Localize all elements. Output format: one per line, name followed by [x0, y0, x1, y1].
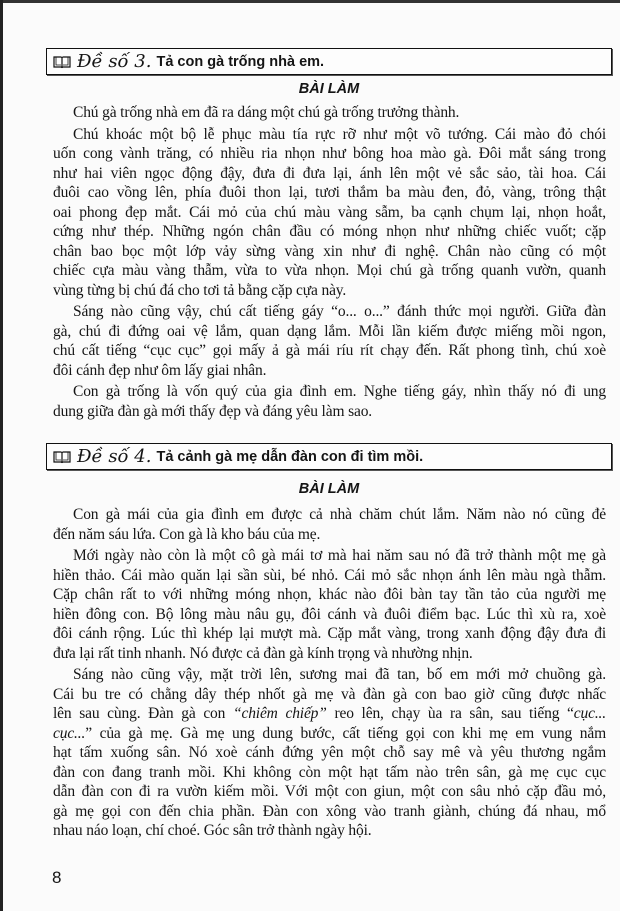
- answer-heading: BÀI LÀM: [298, 81, 360, 97]
- exercise-number: Đề số 3.: [77, 51, 152, 72]
- text-line: nhau náo loạn, chí choé. Góc sân trở thành ngày hội.: [53, 822, 372, 839]
- text-line: Sáng nào cũng vậy, mặt trời lên, sương mai đã tan, bố em mới mở chuồng gà.: [73, 666, 606, 683]
- exercise-number: Đề số 4.: [77, 446, 152, 467]
- scan-edge-top: [0, 0, 620, 3]
- text-line: chân bao bọc một lớp vảy sừng vàng xin như đi nghệ. Chân nào cũng có một: [53, 242, 606, 260]
- text-line: hiền thảo. Cái mào quăn lại sần sùi, bé nhỏ. Cái mỏ sắc nhọn ánh lên màu ngà thẫm.: [53, 566, 606, 584]
- text-line: Con gà trống là vốn quý của gia đình em. Nghe tiếng gáy, nhìn thấy nó đi ung: [73, 383, 606, 400]
- text-segment: lên sau cùng. Đàn gà con: [53, 705, 233, 722]
- scan-edge-left: [0, 0, 3, 911]
- exercise-4-title-box: [46, 443, 612, 470]
- text-line: Mới ngày nào còn là một cô gà mái tơ mà hai năm sau nó đã trở thành một mẹ gà: [73, 547, 606, 564]
- open-book-icon: [53, 55, 71, 69]
- paragraph: [53, 665, 606, 841]
- text-line: đôi cánh rộng. Lúc thì khép lại mượt mà. Cặp mắt vàng, trong xanh động đậy đưa đi: [53, 625, 606, 642]
- text-line: gà, chú đi đứng oai vệ lắm, quan dạng lắm. Mỗi lần kiếm được miếng mồi ngon,: [53, 322, 606, 340]
- text-line: [53, 724, 606, 744]
- text-line: Sáng nào cũng vậy, chú cất tiếng gáy “o... o...” đánh thức mọi người. Giữa đàn: [73, 303, 606, 320]
- answer-heading: BÀI LÀM: [298, 481, 360, 497]
- text-line: Cái bu tre có chằng dây thép nhốt gà mẹ và đàn gà con bao giờ cũng được nhấc: [53, 685, 606, 703]
- text-segment: reo lên, chạy ùa ra sân, sau tiếng “: [326, 705, 574, 722]
- text-line: Con gà mái của gia đình em được cả nhà chăm chút lắm. Năm nào nó cũng đẻ: [73, 506, 606, 523]
- text-line: dẫn đàn con đi ra vườn kiếm mồi. Với một con giun, một con sâu nhỏ cặp đầu mỏ,: [53, 783, 606, 800]
- text-line: hiền đông con. Bộ lông màu nâu gụ, đôi cánh và đuôi điểm bạc. Lúc thì xù ra, xoè: [53, 605, 606, 623]
- paragraph: [53, 505, 606, 544]
- paragraph: [53, 382, 606, 421]
- essay-body: [53, 503, 606, 841]
- text-line: đàn con đang tranh mồi. Khi không còn một hạt tấm nào trên sân, gà mẹ cục cục: [53, 763, 606, 781]
- text-line: đôi cánh đẹp như ôm lấy giai nhân.: [53, 361, 267, 379]
- page-number: 8: [52, 868, 62, 887]
- italic-text: “chiêm chiếp”: [233, 705, 327, 722]
- italic-text: cục...: [573, 705, 606, 722]
- text-line: vùng từng bị chú đá cho tơi tả bằng cặp cựa này.: [53, 281, 347, 299]
- paragraph: [53, 103, 606, 123]
- text-line: đưa lại rất tinh nhanh. Nó được cả đàn gà kính trọng và nhường nhịn.: [53, 644, 473, 662]
- text-line: Chú gà trống nhà em đã ra dáng một chú gà trống trưởng thành.: [73, 104, 460, 121]
- text-line: uốn cong vành trăng, có nhiều ria nhọn như bông hoa mào gà. Đôi mắt sáng trong: [53, 145, 606, 162]
- essay-body: [53, 101, 606, 421]
- open-book-icon: [53, 450, 71, 464]
- italic-text: cục...: [53, 724, 86, 742]
- text-line: đến năm sáu lứa. Con gà là kho báu của mẹ.: [53, 525, 321, 543]
- text-line: Chú khoác một bộ lễ phục màu tía rực rỡ như một võ tướng. Cái mào đỏ chói: [73, 125, 606, 143]
- text-line: chiếc cựa màu vàng thẫm, vừa to vừa nhọn. Mọi chú gà trống quanh vườn, quanh: [53, 262, 606, 279]
- paragraph: [53, 302, 606, 380]
- text-line: như hai viên ngọc động đậy, đưa đi đưa lại, ánh lên một vẻ sắc sảo, tài hoa. Cái: [53, 164, 606, 182]
- text-line: [53, 704, 606, 724]
- text-line: Cặp chân rất to với những móng nhọn, khác nào đôi bàn tay tần tảo của người mẹ: [53, 586, 606, 603]
- paragraph: [53, 546, 606, 663]
- text-line: oai phong đẹp mắt. Cái mỏ của chú màu vàng sẫm, ba cạnh chụm lại, nhọn hoắt,: [53, 203, 606, 221]
- paragraph: [53, 125, 606, 301]
- text-line: chú cất tiếng “cục cục” gọi mấy ả gà mái ríu rít chạy đến. Rất phong tình, chú xoè: [53, 342, 606, 359]
- text-line: gà mẹ gọi con đến chia phần. Đàn con xông vào tranh giành, chúng đá nhau, mổ: [53, 802, 606, 820]
- text-line: đuôi cao vồng lên, phía đuôi thon lại, tươi thắm ba màu đen, đỏ, vàng, trông thật: [53, 184, 606, 201]
- text-line: cứng như thép. Những ngón chân đầu có móng nhọn như những chiếc vuốt; cặp: [53, 223, 606, 240]
- text-segment: ” của gà mẹ. Gà mẹ ung dung bước, cất tiếng gọi con khi mẹ em vung nắm: [85, 724, 606, 742]
- exercise-title: Tả cảnh gà mẹ dẫn đàn con đi tìm mồi.: [156, 448, 424, 465]
- exercise-3-title-box: [46, 48, 612, 75]
- exercise-title: Tả con gà trống nhà em.: [156, 53, 325, 70]
- text-line: hạt tấm xuống sân. Nó xoè cánh đứng yên một chỗ say mê và yêu thương ngắm: [53, 744, 606, 761]
- text-line: dung giữa đàn gà mới thấy đẹp và đáng yêu làm sao.: [53, 402, 373, 420]
